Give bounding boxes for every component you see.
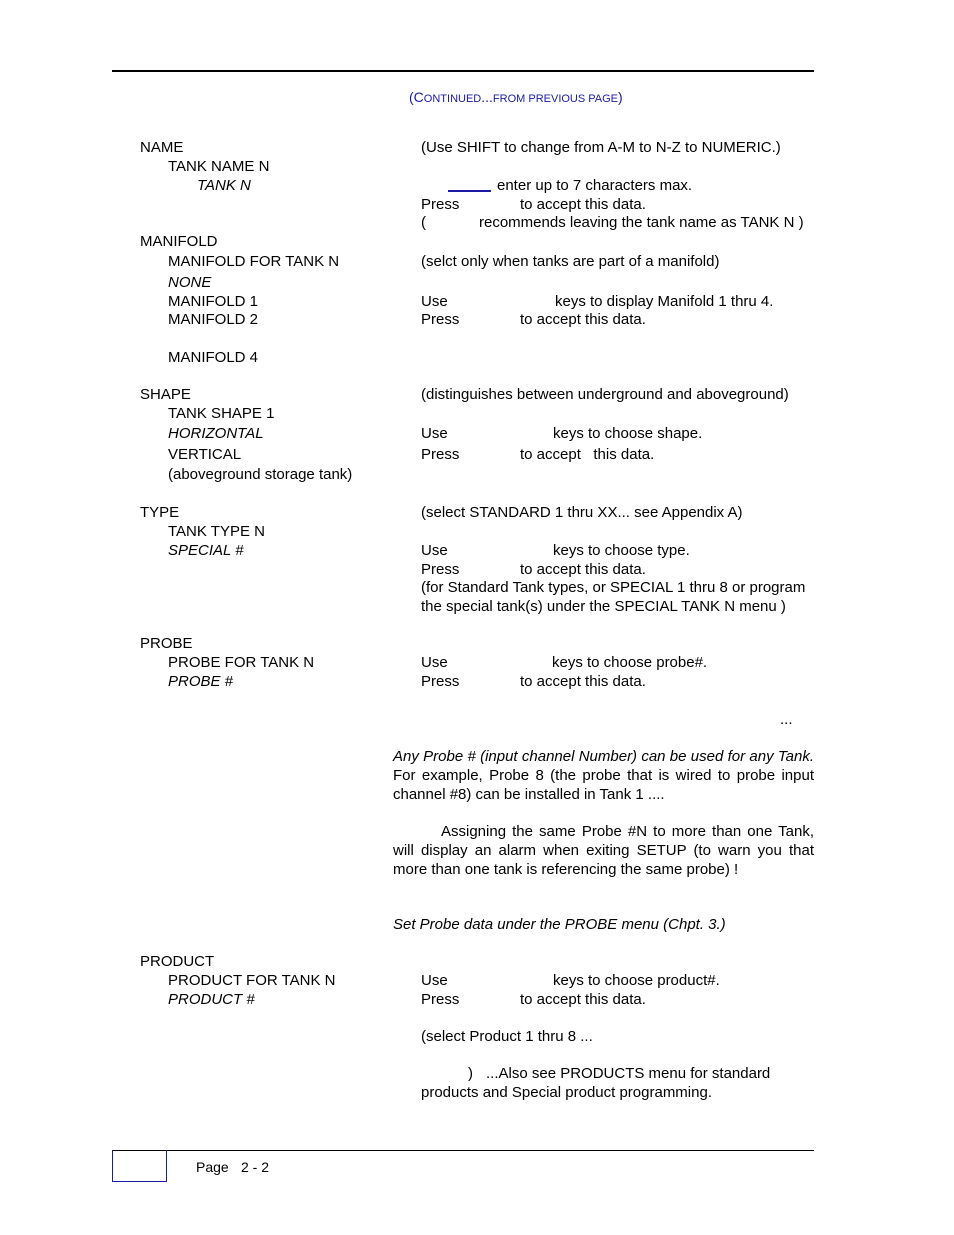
type-use: Use bbox=[421, 542, 448, 559]
probe-use-rest: keys to choose probe#. bbox=[552, 654, 708, 671]
shape-accept: to accept this data. bbox=[520, 446, 655, 463]
name-press: Press bbox=[421, 196, 460, 213]
product-heading: PRODUCT bbox=[140, 953, 215, 970]
name-instr: enter up to 7 characters max. bbox=[497, 177, 693, 194]
name-rec-open: ( bbox=[421, 214, 426, 231]
manifold-press: Press bbox=[421, 311, 460, 328]
type-note: (select STANDARD 1 thru XX... see Appendix A) bbox=[421, 504, 743, 521]
shape-opt-vertical: VERTICAL bbox=[168, 446, 242, 463]
manifold-note: (selct only when tanks are part of a manifold) bbox=[421, 253, 720, 270]
page-label: Page bbox=[196, 1159, 229, 1175]
shape-opt-horizontal: HORIZONTAL bbox=[168, 425, 264, 442]
manifold-opt-none: NONE bbox=[168, 274, 212, 291]
shape-sub: TANK SHAPE 1 bbox=[168, 405, 275, 422]
type-sub: TANK TYPE N bbox=[168, 523, 265, 540]
probe-value: PROBE # bbox=[168, 673, 234, 690]
name-rec: recommends leaving the tank name as TANK N ) bbox=[479, 214, 804, 231]
probe-accept: to accept this data. bbox=[520, 673, 646, 690]
name-accept: to accept this data. bbox=[520, 196, 646, 213]
manifold-opt-4: MANIFOLD 4 bbox=[168, 349, 259, 366]
probe-para-3: Set Probe data under the PROBE menu (Chpt. 3.) bbox=[393, 916, 726, 933]
probe-para-1-italic: Any Probe # (input channel Number) can be used for any Tank. bbox=[393, 748, 814, 765]
type-value: SPECIAL # bbox=[168, 542, 244, 559]
product-also: ...Also see PRODUCTS menu for standard bbox=[486, 1065, 771, 1082]
type-heading: TYPE bbox=[140, 504, 180, 521]
shape-heading: SHAPE bbox=[140, 386, 191, 403]
product-accept: to accept this data. bbox=[520, 991, 646, 1008]
product-press: Press bbox=[421, 991, 460, 1008]
shape-use-rest: keys to choose shape. bbox=[553, 425, 703, 442]
manifold-use: Use bbox=[421, 293, 448, 310]
probe-heading: PROBE bbox=[140, 635, 193, 652]
manifold-opt-2: MANIFOLD 2 bbox=[168, 311, 259, 328]
manifold-accept: to accept this data. bbox=[520, 311, 646, 328]
continued-header: (CONTINUED...FROM PREVIOUS PAGE) bbox=[409, 89, 623, 105]
shape-press: Press bbox=[421, 446, 460, 463]
type-extra-2: the special tank(s) under the SPECIAL TANK N menu ) bbox=[421, 598, 786, 615]
probe-para-1-rest: For example, Probe 8 (the probe that is wired to probe input channel #8) can be installed in Tank 1 .... bbox=[393, 767, 814, 803]
product-use: Use bbox=[421, 972, 448, 989]
type-use-rest: keys to choose type. bbox=[553, 542, 690, 559]
bottom-rule bbox=[112, 1150, 814, 1151]
manifold-heading: MANIFOLD bbox=[140, 233, 218, 250]
probe-para-1 bbox=[393, 747, 814, 804]
product-use-rest: keys to choose product#. bbox=[553, 972, 720, 989]
page-number: 2 - 2 bbox=[241, 1159, 270, 1175]
probe-press: Press bbox=[421, 673, 460, 690]
top-rule bbox=[112, 70, 814, 72]
type-accept: to accept this data. bbox=[520, 561, 646, 578]
shape-note: (distinguishes between underground and aboveground) bbox=[421, 386, 789, 403]
probe-use: Use bbox=[421, 654, 448, 671]
name-note: (Use SHIFT to change from A-M to N-Z to NUMERIC.) bbox=[421, 139, 781, 156]
shape-opt-vertical-note: (aboveground storage tank) bbox=[168, 466, 353, 483]
name-sub: TANK NAME N bbox=[168, 158, 270, 175]
type-press: Press bbox=[421, 561, 460, 578]
product-value: PRODUCT # bbox=[168, 991, 255, 1008]
product-select: (select Product 1 thru 8 ... bbox=[421, 1028, 593, 1045]
product-close: ) bbox=[468, 1065, 473, 1082]
name-heading: NAME bbox=[140, 139, 184, 156]
name-blank-underline bbox=[448, 190, 491, 192]
manifold-opt-1: MANIFOLD 1 bbox=[168, 293, 259, 310]
probe-ellipsis: ... bbox=[780, 711, 793, 728]
probe-para-2: Assigning the same Probe #N to more than one Tank, will display an alarm when exiting SETUP (to warn you that more than one tank is referencing the same probe) ! bbox=[393, 823, 814, 878]
manifold-use-rest: keys to display Manifold 1 thru 4. bbox=[555, 293, 774, 310]
name-value: TANK N bbox=[197, 177, 251, 194]
product-sub: PRODUCT FOR TANK N bbox=[168, 972, 336, 989]
manifold-sub: MANIFOLD FOR TANK N bbox=[168, 253, 340, 270]
probe-sub: PROBE FOR TANK N bbox=[168, 654, 315, 671]
shape-use: Use bbox=[421, 425, 448, 442]
type-extra-1: (for Standard Tank types, or SPECIAL 1 thru 8 or program bbox=[421, 579, 806, 596]
product-also-2: products and Special product programming. bbox=[421, 1084, 712, 1101]
page-corner-box bbox=[112, 1150, 167, 1182]
